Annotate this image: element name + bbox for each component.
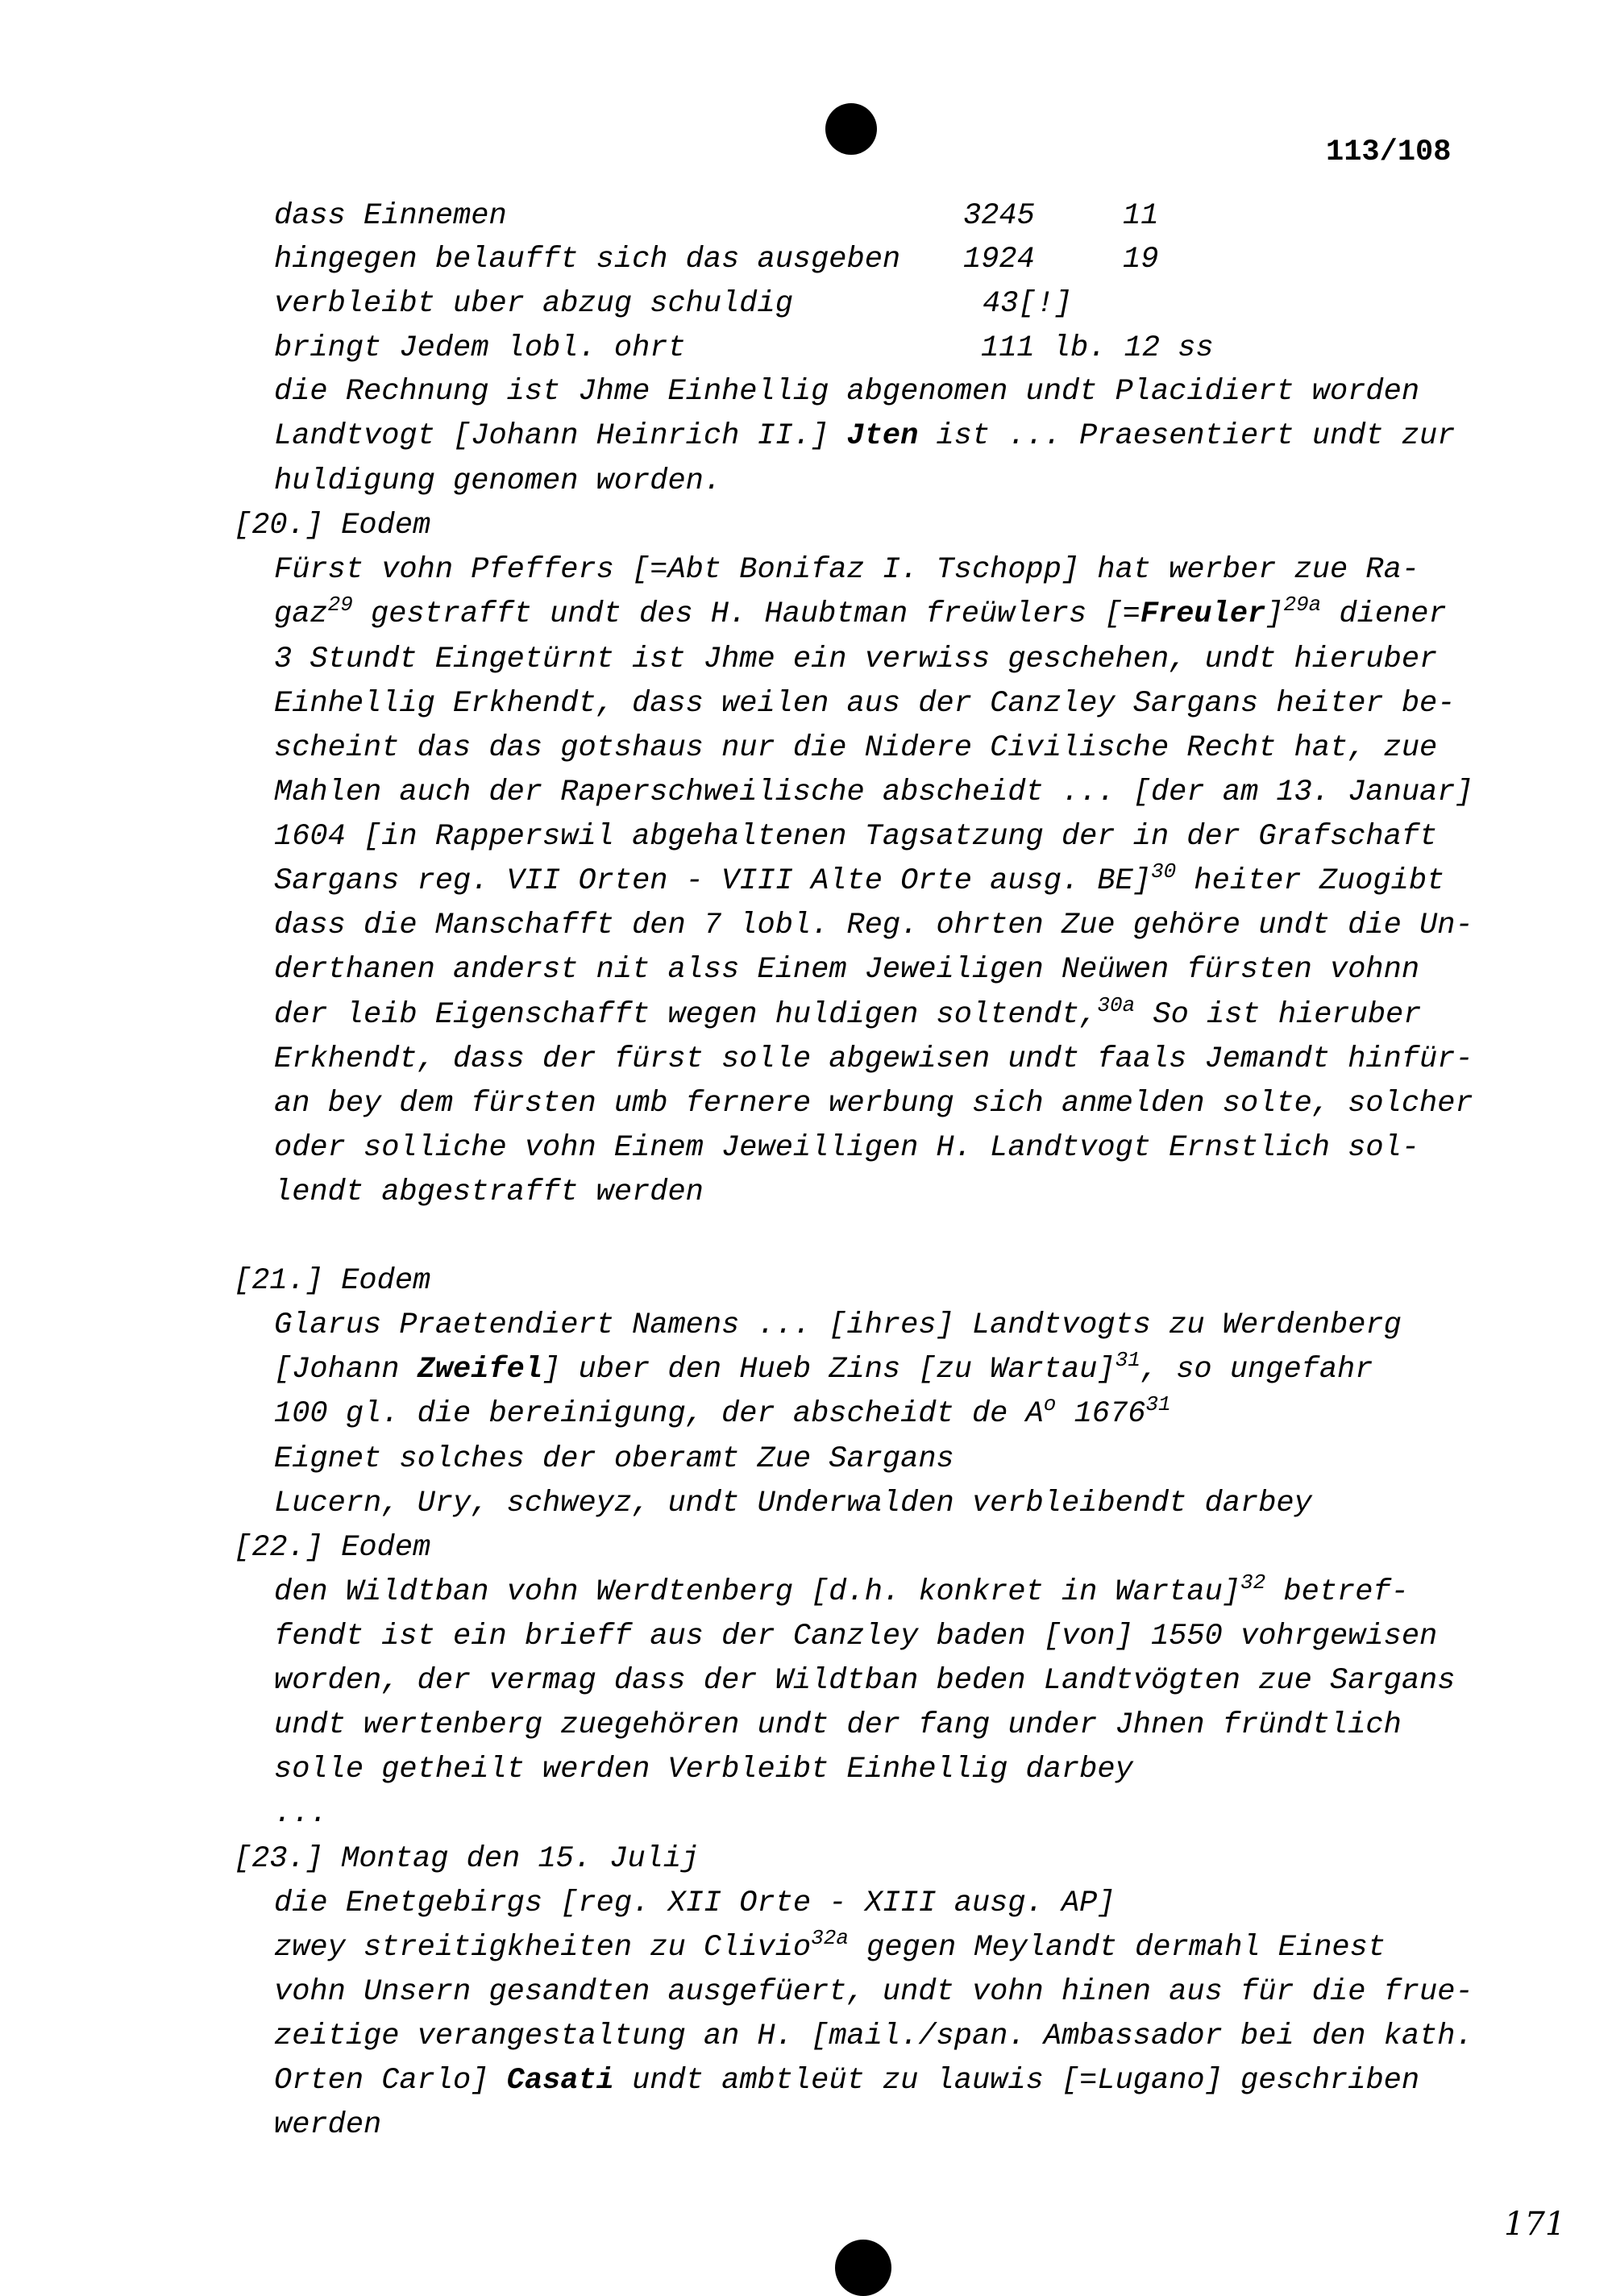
account-label: hingegen belaufft sich das ausgeben	[274, 243, 901, 277]
account-value: 1924	[963, 243, 1035, 277]
page-number: 113/108	[1326, 135, 1452, 169]
section-heading: [21.] Eodem	[234, 1264, 431, 1298]
text-line: Landtvogt [Johann Heinrich II.] Jten ist ... Praesentiert undt zur	[274, 419, 1456, 453]
text-line: Lucern, Ury, schweyz, undt Underwalden verbleibendt darbey	[274, 1487, 1312, 1520]
text-line: vohn Unsern gesandten ausgefüert, undt vohn hinen aus für die frue-	[274, 1975, 1473, 2009]
text-line: die Rechnung ist Jhme Einhellig abgenomen undt Placidiert worden	[274, 375, 1420, 409]
section-heading: [20.] Eodem	[234, 509, 431, 543]
text-line: zeitige verangestaltung an H. [mail./span. Ambassador bei den kath.	[274, 2019, 1473, 2053]
account-value: 3245	[963, 199, 1035, 233]
text-line: worden, der vermag dass der Wildtban beden Landtvögten zue Sargans	[274, 1664, 1456, 1698]
text-line: 1604 [in Rapperswil abgehaltenen Tagsatzung der in der Grafschaft	[274, 820, 1438, 854]
text-line: Erkhendt, dass der fürst solle abgewisen undt faals Jemandt hinfür-	[274, 1042, 1473, 1076]
punch-hole-icon	[825, 103, 877, 155]
text-line: gaz$^{29}$ gestrafft undt des H. Haubtman freüwlers [=Freuler]$^{29a}$ diener	[274, 593, 1447, 631]
text-line: an bey dem fürsten umb fernere werbung sich anmelden solte, solcher	[274, 1087, 1473, 1121]
text-line: huldigung genomen worden.	[274, 464, 722, 498]
text-line: den Wildtban vohn Werdtenberg [d.h. konkret in Wartau]$^{32}$ betref-	[274, 1570, 1409, 1609]
text-line: Orten Carlo] Casati undt ambtleüt zu lauwis [=Lugano] geschriben	[274, 2064, 1420, 2098]
text-line: oder solliche vohn Einem Jeweilligen H. Landtvogt Ernstlich sol-	[274, 1131, 1420, 1165]
text-line: Fürst vohn Pfeffers [=Abt Bonifaz I. Tschopp] hat werber zue Ra-	[274, 553, 1420, 587]
text-line: Sargans reg. VII Orten - VIII Alte Orte ausg. BE]$^{30}$ heiter Zuogibt	[274, 859, 1445, 898]
account-label: bringt Jedem lobl. ohrt	[274, 331, 686, 365]
text-line: werden	[274, 2108, 382, 2142]
account-label: dass Einnemen	[274, 199, 507, 233]
text-line: 3 Stundt Eingetürnt ist Jhme ein verwiss geschehen, undt hieruber	[274, 643, 1438, 676]
ellipsis: ...	[274, 1797, 328, 1831]
text-line: dass die Manschafft den 7 lobl. Reg. ohrten Zue gehöre undt die Un-	[274, 909, 1473, 942]
text-line: zwey streitigkheiten zu Clivio$^{32a}$ gegen Meylandt dermahl Einest	[274, 1926, 1386, 1965]
text-line: derthanen anderst nit alss Einem Jeweiligen Neüwen fürsten vohnn	[274, 953, 1420, 987]
text-line: Eignet solches der oberamt Zue Sargans	[274, 1442, 954, 1476]
text-line: Mahlen auch der Raperschweilische abscheidt ... [der am 13. Januar]	[274, 776, 1473, 809]
section-heading: [23.] Montag den 15. Julij	[234, 1842, 700, 1876]
text-line: fendt ist ein brieff aus der Canzley baden [von] 1550 vohrgewisen	[274, 1620, 1438, 1653]
section-heading: [22.] Eodem	[234, 1531, 431, 1565]
text-line: Einhellig Erkhendt, dass weilen aus der Canzley Sargans heiter be-	[274, 687, 1456, 721]
text-line: undt wertenberg zuegehören undt der fang under Jhnen fründtlich	[274, 1708, 1402, 1742]
account-value: 111 lb. 12 ss	[981, 331, 1214, 365]
account-label: verbleibt uber abzug schuldig	[274, 287, 793, 321]
account-value: 43[!]	[983, 287, 1073, 321]
text-line: [Johann Zweifel] uber den Hueb Zins [zu Wartau]$^{31}$, so ungefahr	[274, 1348, 1373, 1387]
text-line: Glarus Praetendiert Namens ... [ihres] Landtvogts zu Werdenberg	[274, 1308, 1402, 1342]
text-line: solle getheilt werden Verbleibt Einhellig darbey	[274, 1753, 1133, 1786]
text-line: scheint das das gotshaus nur die Nidere Civilische Recht hat, zue	[274, 731, 1438, 765]
punch-hole-icon	[835, 2240, 891, 2296]
text-line: der leib Eigenschafft wegen huldigen soltendt,$^{30a}$ So ist hieruber	[274, 993, 1422, 1032]
text-line: lendt abgestrafft werden	[274, 1175, 704, 1209]
account-unit: 11	[1123, 199, 1159, 233]
handwritten-folio-mark: 171	[1504, 2206, 1566, 2243]
text-line: die Enetgebirgs [reg. XII Orte - XIII ausg. AP]	[274, 1886, 1116, 1920]
account-unit: 19	[1123, 243, 1159, 277]
text-line: 100 gl. die bereinigung, der abscheidt de $A^o$ 1676$^{31}$	[274, 1392, 1171, 1431]
